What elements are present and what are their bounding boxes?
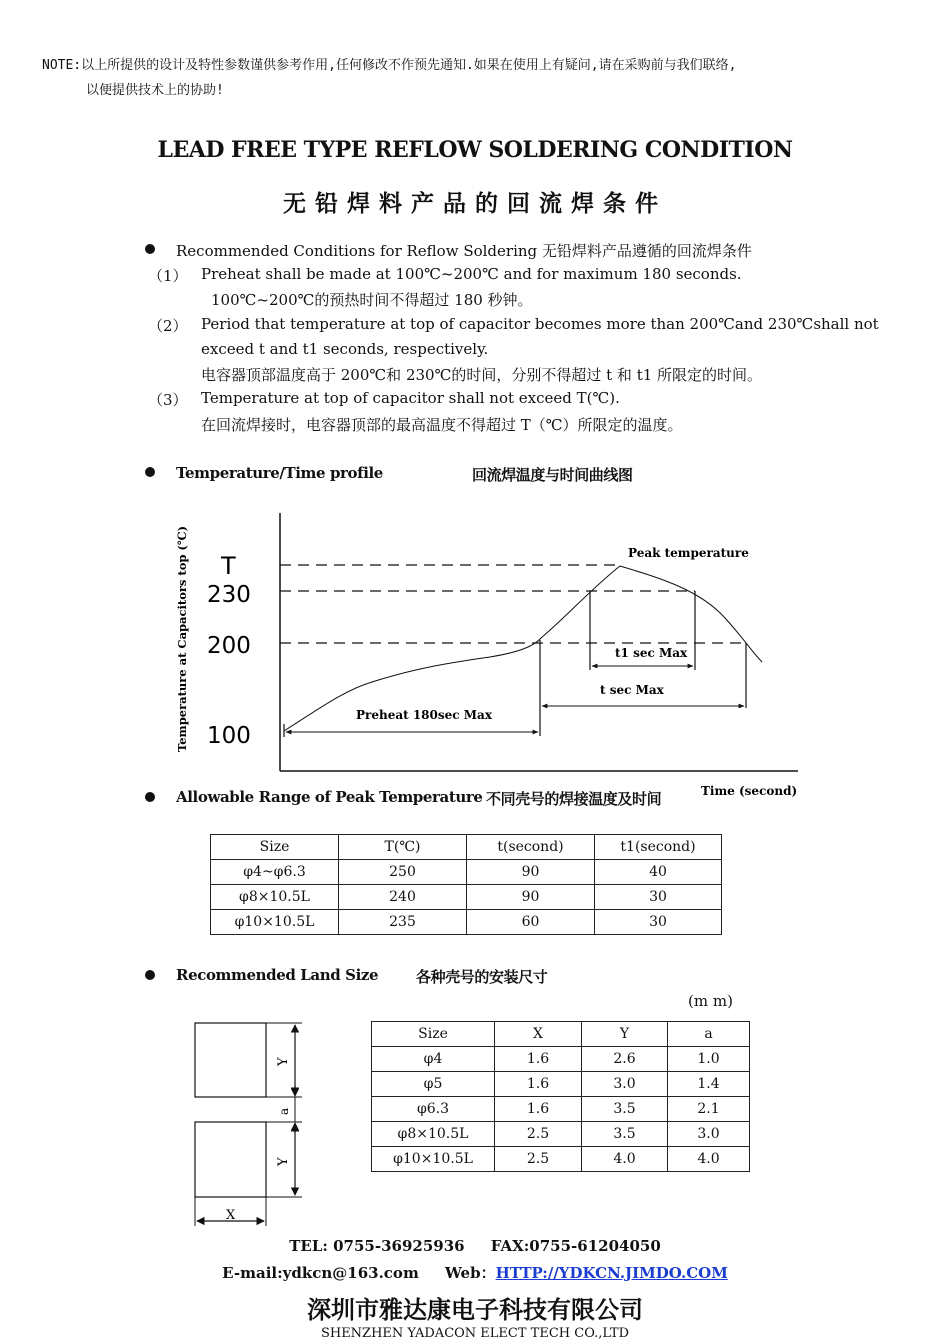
rec-item-1-num: （1） bbox=[148, 267, 188, 285]
table-cell: 1.0 bbox=[668, 1047, 750, 1072]
header-cell: Size bbox=[211, 835, 339, 860]
table-cell: 60 bbox=[467, 910, 595, 935]
note-line-1: NOTE:以上所提供的设计及特性参数谨供参考作用,任何修改不作预先通知.如果在使用上有疑问,请在采购前与我们联络, bbox=[42, 58, 737, 73]
table-row bbox=[372, 1097, 750, 1122]
lower-pad bbox=[195, 1122, 266, 1197]
table-cell: 4.0 bbox=[668, 1147, 750, 1172]
a-label: a bbox=[277, 1107, 291, 1115]
header-cell: Y bbox=[582, 1022, 668, 1047]
y-label-upper: Y bbox=[276, 1057, 291, 1066]
table-cell: 30 bbox=[595, 885, 722, 910]
peak-temperature-label: Peak temperature bbox=[628, 546, 749, 560]
rec-item-2-line-2: exceed t and t1 seconds, respectively. bbox=[201, 340, 489, 358]
rec-item-3-line-1: Temperature at top of capacitor shall not exceed T(℃). bbox=[201, 389, 620, 407]
header-cell: a bbox=[668, 1022, 750, 1047]
table-cell: 1.6 bbox=[495, 1072, 582, 1097]
website-link[interactable]: HTTP://YDKCN.JIMDO.COM bbox=[495, 1264, 728, 1282]
rec-item-3-line-2: 在回流焊接时，电容器顶部的最高温度不得超过 T（℃）所限定的温度。 bbox=[201, 416, 683, 434]
table-cell: 30 bbox=[595, 910, 722, 935]
table-cell: 2.6 bbox=[582, 1047, 668, 1072]
table-row bbox=[372, 1072, 750, 1097]
unit-label: (m m) bbox=[688, 992, 733, 1010]
land-heading-en: Recommended Land Size bbox=[176, 966, 379, 984]
peak-heading-en: Allowable Range of Peak Temperature bbox=[176, 788, 483, 806]
table-cell: 1.4 bbox=[668, 1072, 750, 1097]
phone-fax-line bbox=[0, 1237, 950, 1255]
table-cell: 3.0 bbox=[582, 1072, 668, 1097]
tel-text: TEL: 0755-36925936 bbox=[289, 1237, 465, 1255]
table-cell: 3.0 bbox=[668, 1122, 750, 1147]
table-cell: φ4~φ6.3 bbox=[211, 860, 339, 885]
profile-heading-en: Temperature/Time profile bbox=[176, 464, 383, 482]
rec-item-2-line-1: Period that temperature at top of capacitor becomes more than 200℃and 230℃shall not bbox=[201, 315, 879, 333]
rec-item-1-line-2: 100℃~200℃的预热时间不得超过 180 秒钟。 bbox=[211, 291, 533, 309]
rec-item-1-line-1: Preheat shall be made at 100℃~200℃ and for maximum 180 seconds. bbox=[201, 265, 742, 283]
table-cell: 90 bbox=[467, 885, 595, 910]
y-axis-label: Temperature at Capacitors top (℃) bbox=[175, 525, 189, 752]
table-cell: 1.6 bbox=[495, 1047, 582, 1072]
note-line-2: 以便提供技术上的协助! bbox=[86, 83, 224, 98]
table-cell: 40 bbox=[595, 860, 722, 885]
table-header-row bbox=[372, 1022, 750, 1047]
header-cell: T(℃) bbox=[339, 835, 467, 860]
upper-pad bbox=[195, 1023, 266, 1097]
table-cell: φ5 bbox=[372, 1072, 495, 1097]
title-en: LEAD FREE TYPE REFLOW SOLDERING CONDITION bbox=[157, 137, 793, 163]
rec-item-2-line-3: 电容器顶部温度高于 200℃和 230℃的时间，分别不得超过 t 和 t1 所限定的时间。 bbox=[201, 366, 763, 384]
header-cell: t(second) bbox=[467, 835, 595, 860]
land-heading-cn: 各种壳号的安装尺寸 bbox=[416, 968, 548, 986]
y-label-lower: Y bbox=[276, 1157, 291, 1166]
header-cell: t1(second) bbox=[595, 835, 722, 860]
y-tick-200: 200 bbox=[207, 633, 251, 659]
table-cell: 250 bbox=[339, 860, 467, 885]
table-row bbox=[372, 1122, 750, 1147]
table-row bbox=[372, 1147, 750, 1172]
table-cell: φ8×10.5L bbox=[211, 885, 339, 910]
table-cell: 1.6 bbox=[495, 1097, 582, 1122]
table-cell: 3.5 bbox=[582, 1122, 668, 1147]
table-cell: 2.1 bbox=[668, 1097, 750, 1122]
profile-heading-cn: 回流焊温度与时间曲线图 bbox=[472, 466, 633, 484]
header-cell: X bbox=[495, 1022, 582, 1047]
title-cn: 无铅焊料产品的回流焊条件 bbox=[283, 191, 667, 217]
rec-heading: Recommended Conditions for Reflow Soldering 无铅焊料产品遵循的回流焊条件 bbox=[176, 242, 752, 260]
table-cell: φ10×10.5L bbox=[372, 1147, 495, 1172]
web-label: Web： bbox=[444, 1264, 496, 1282]
rec-item-3-num: （3） bbox=[148, 391, 188, 409]
table-cell: φ10×10.5L bbox=[211, 910, 339, 935]
table-cell: φ8×10.5L bbox=[372, 1122, 495, 1147]
table-row bbox=[372, 1047, 750, 1072]
company-name-cn: 深圳市雅达康电子科技有限公司 bbox=[307, 1296, 643, 1324]
table-cell: φ6.3 bbox=[372, 1097, 495, 1122]
fax-text: FAX:0755-61204050 bbox=[490, 1237, 661, 1255]
table-cell: 2.5 bbox=[495, 1147, 582, 1172]
peak-heading-cn: 不同壳号的焊接温度及时间 bbox=[486, 790, 662, 808]
company-name-en: SHENZHEN YADACON ELECT TECH CO.,LTD bbox=[320, 1326, 630, 1341]
t-label: t sec Max bbox=[600, 683, 664, 697]
x-axis-label: Time (second) bbox=[701, 784, 798, 798]
rec-item-2-num: （2） bbox=[148, 317, 188, 335]
land-size-table bbox=[371, 1021, 750, 1172]
header-cell: Size bbox=[372, 1022, 495, 1047]
x-label: X bbox=[226, 1208, 236, 1223]
y-tick-100: 100 bbox=[207, 723, 251, 749]
table-cell: 90 bbox=[467, 860, 595, 885]
table-cell: 235 bbox=[339, 910, 467, 935]
preheat-label: Preheat 180sec Max bbox=[356, 708, 492, 722]
email-text: E-mail:ydkcn@163.com bbox=[222, 1264, 419, 1282]
y-tick-230: 230 bbox=[207, 582, 251, 608]
table-cell: 4.0 bbox=[582, 1147, 668, 1172]
table-cell: φ4 bbox=[372, 1047, 495, 1072]
y-tick-T: T bbox=[221, 552, 236, 580]
email-web-line bbox=[0, 1262, 950, 1283]
table-cell: 240 bbox=[339, 885, 467, 910]
table-cell: 3.5 bbox=[582, 1097, 668, 1122]
table-cell: 2.5 bbox=[495, 1122, 582, 1147]
t1-label: t1 sec Max bbox=[615, 646, 688, 660]
